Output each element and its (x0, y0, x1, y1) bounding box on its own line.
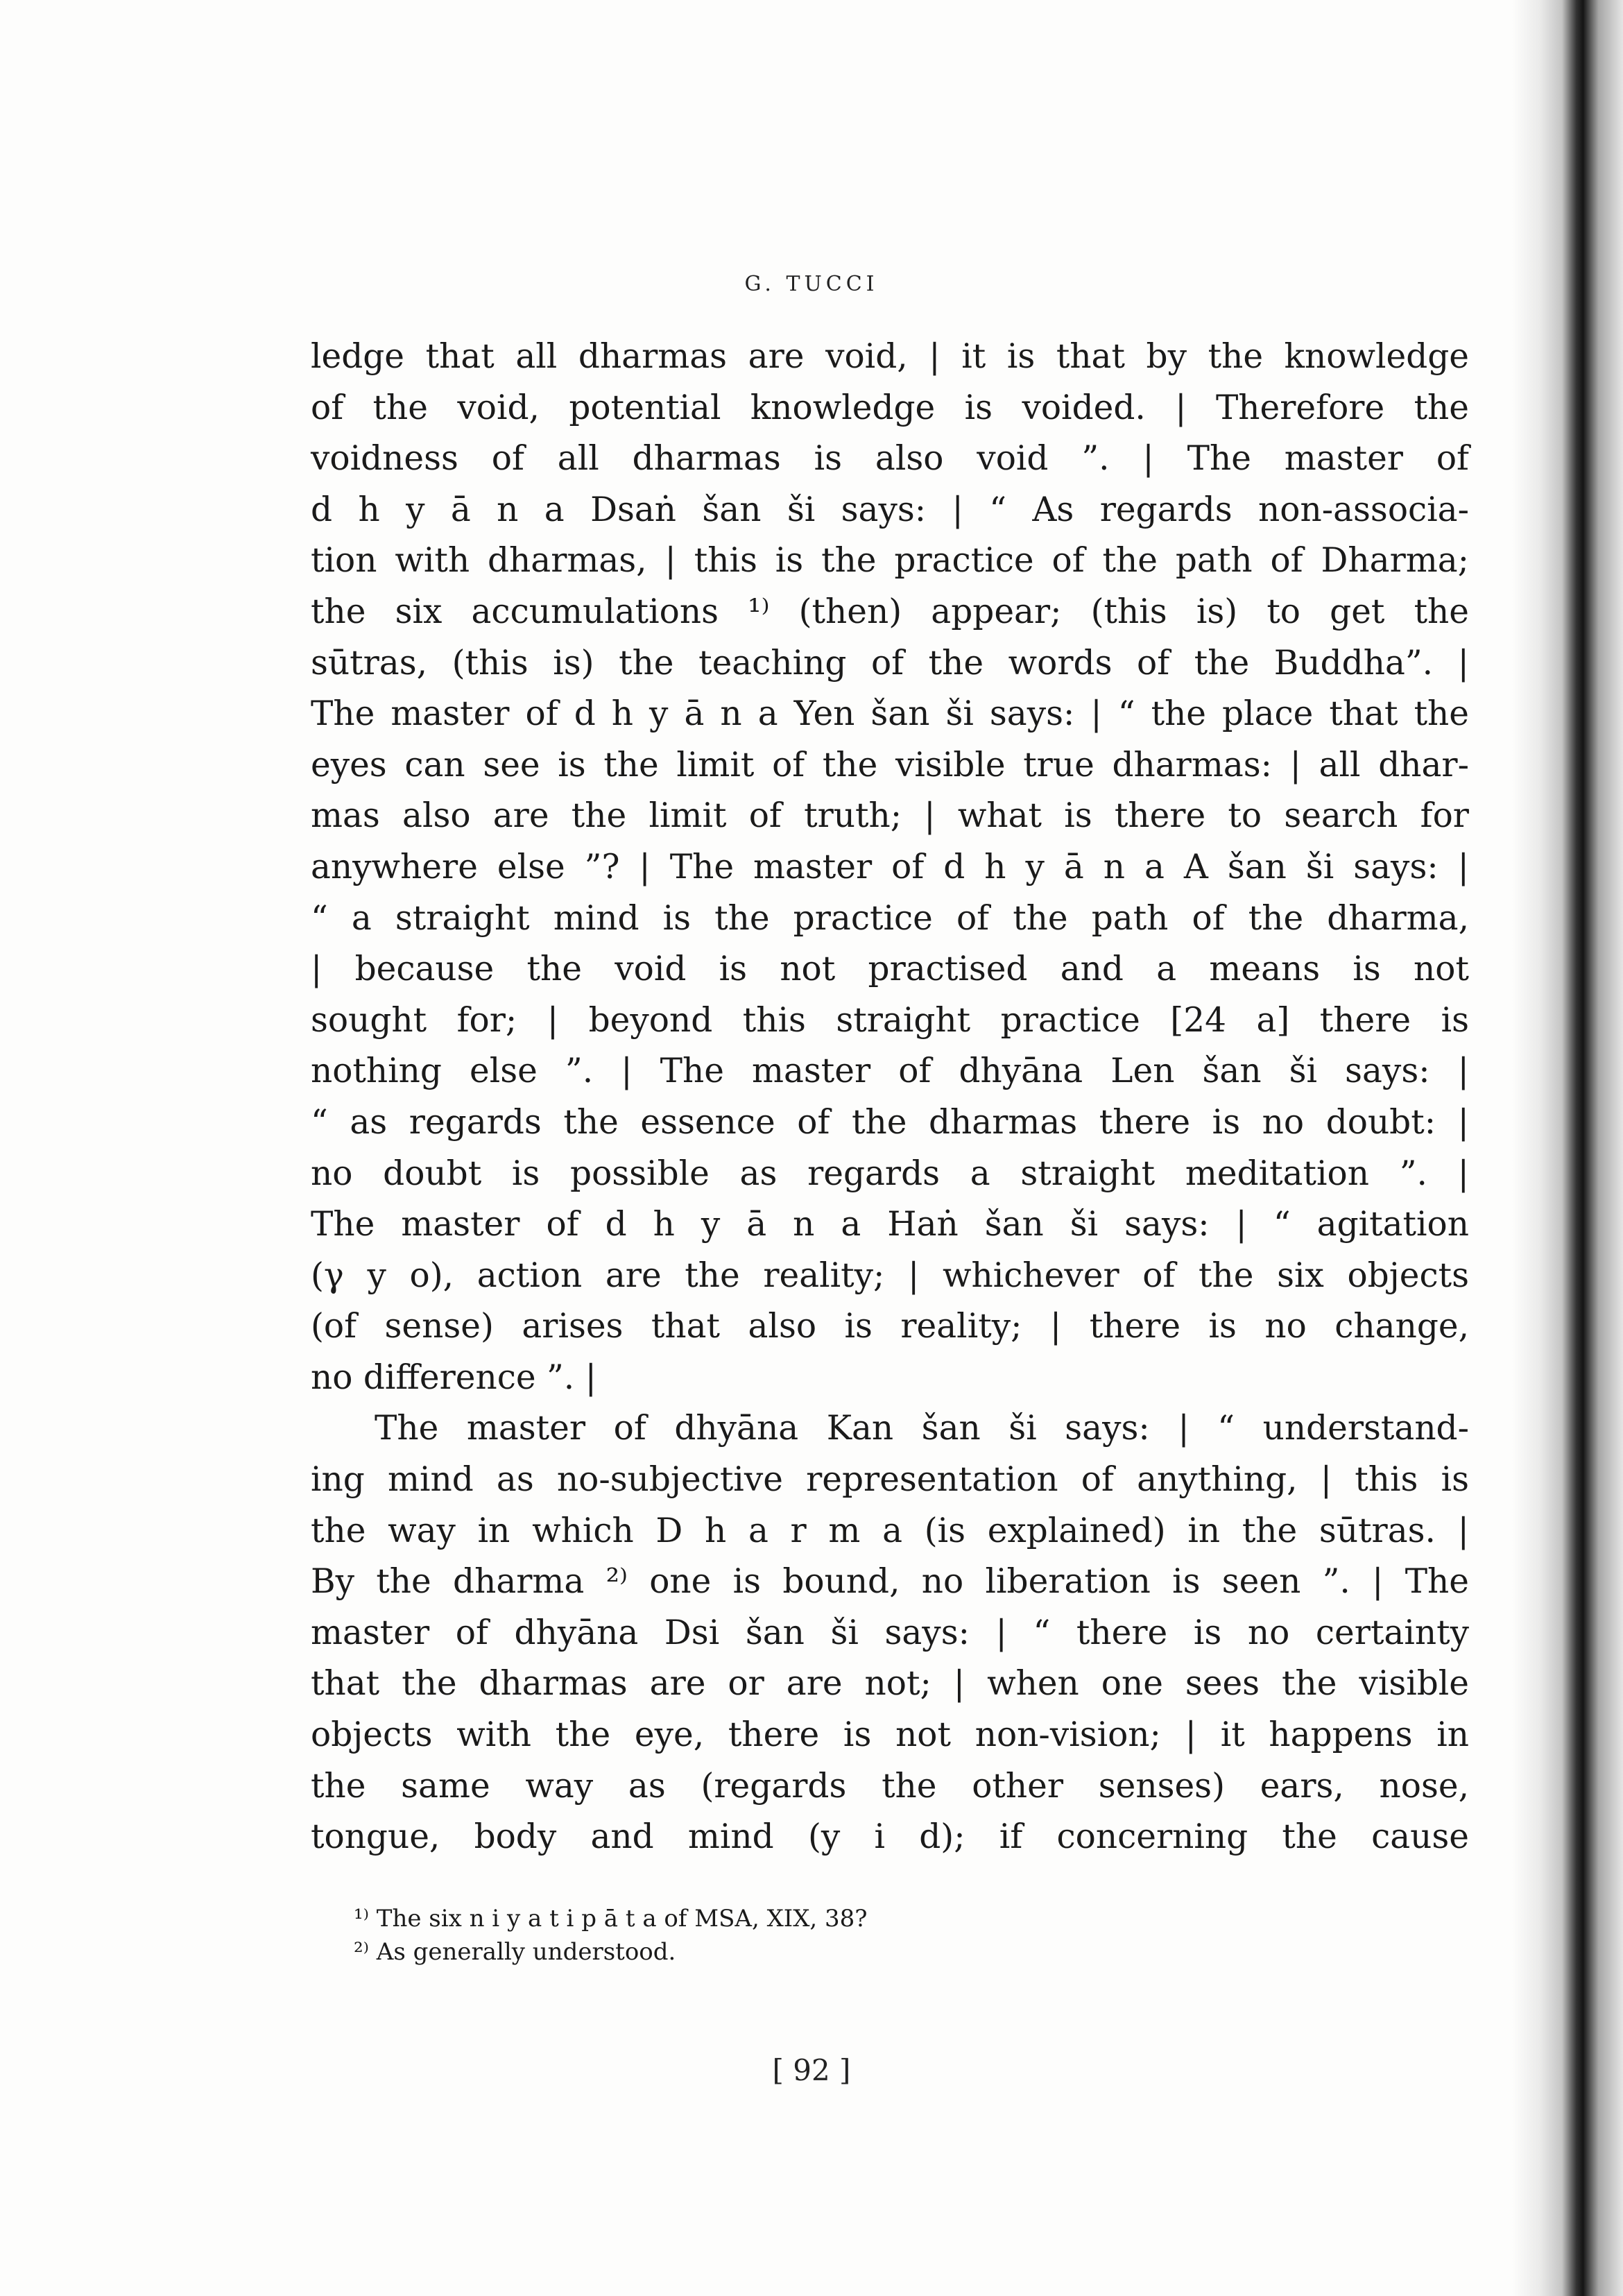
text-line: no doubt is possible as regards a straight meditation ”. | (311, 1154, 1469, 1193)
text-line: The master of dhyāna Kan šan ši says: | “ understand- (375, 1409, 1469, 1448)
text-line: (of sense) arises that also is reality; | there is no change, (311, 1307, 1469, 1346)
text-line: sūtras, (this is) the teaching of the words of the Buddha”. | (311, 643, 1469, 683)
text-line: tongue, body and mind (y i d); if concerning the cause (311, 1817, 1469, 1857)
text-line: voidness of all dharmas is also void ”. | The master of (311, 439, 1469, 479)
text-line: The master of d h y ā n a Haṅ šan ši says: | “ agitation (311, 1205, 1469, 1244)
text-line: objects with the eye, there is not non-vision; | it happens in (311, 1715, 1469, 1755)
text-line: of the void, potential knowledge is voided. | Therefore the (311, 388, 1469, 427)
text-line: “ as regards the essence of the dharmas there is no doubt: | (311, 1102, 1469, 1142)
text-line: d h y ā n a Dsaṅ šan ši says: | “ As regards non-associa- (311, 490, 1469, 529)
page-number: [ 92 ] (772, 2053, 851, 2087)
text-line: ing mind as no-subjective representation of anything, | this is (311, 1460, 1469, 1500)
running-head: G. TUCCI (744, 272, 879, 296)
text-line: The master of d h y ā n a Yen šan ši says: | “ the place that the (311, 694, 1469, 734)
text-line: By the dharma ²⁾ one is bound, no liberation is seen ”. | The (311, 1562, 1469, 1602)
text-line: the six accumulations ¹⁾ (then) appear; (this is) to get the (311, 592, 1469, 631)
text-line: the way in which D h a r m a (is explained) in the sūtras. | (311, 1511, 1469, 1550)
body-text (311, 332, 1469, 1863)
text-line: mas also are the limit of truth; | what is there to search for (311, 796, 1469, 836)
text-line: the same way as (regards the other senses) ears, nose, (311, 1766, 1469, 1806)
text-line: that the dharmas are or are not; | when one sees the visible (311, 1664, 1469, 1704)
text-line: nothing else ”. | The master of dhyāna Len šan ši says: | (311, 1052, 1469, 1091)
text-line: “ a straight mind is the practice of the path of the dharma, (311, 898, 1469, 938)
text-line: sought for; | beyond this straight practice [24 a] there is (311, 1000, 1469, 1040)
text-line: anywhere else ”? | The master of d h y ā n a A šan ši says: | (311, 847, 1469, 886)
text-line: eyes can see is the limit of the visible true dharmas: | all dhar- (311, 745, 1469, 785)
footnote: ¹⁾ The six n i y a t i p ā t a of MSA, XIX, 38? (354, 1905, 868, 1933)
footnotes (354, 1902, 1325, 1969)
text-line: tion with dharmas, | this is the practice of the path of Dharma; (311, 541, 1469, 581)
book-gutter-shadow (1512, 0, 1623, 2296)
footnote: ²⁾ As generally understood. (354, 1938, 676, 1966)
text-line: master of dhyāna Dsi šan ši says: | “ there is no certainty (311, 1613, 1469, 1652)
text-line: no difference ”. | (311, 1357, 596, 1397)
text-line: (γ y o), action are the reality; | whichever of the six objects (311, 1256, 1469, 1295)
text-line: | because the void is not practised and a means is not (311, 950, 1469, 989)
text-line: ledge that all dharmas are void, | it is that by the knowledge (311, 337, 1469, 376)
